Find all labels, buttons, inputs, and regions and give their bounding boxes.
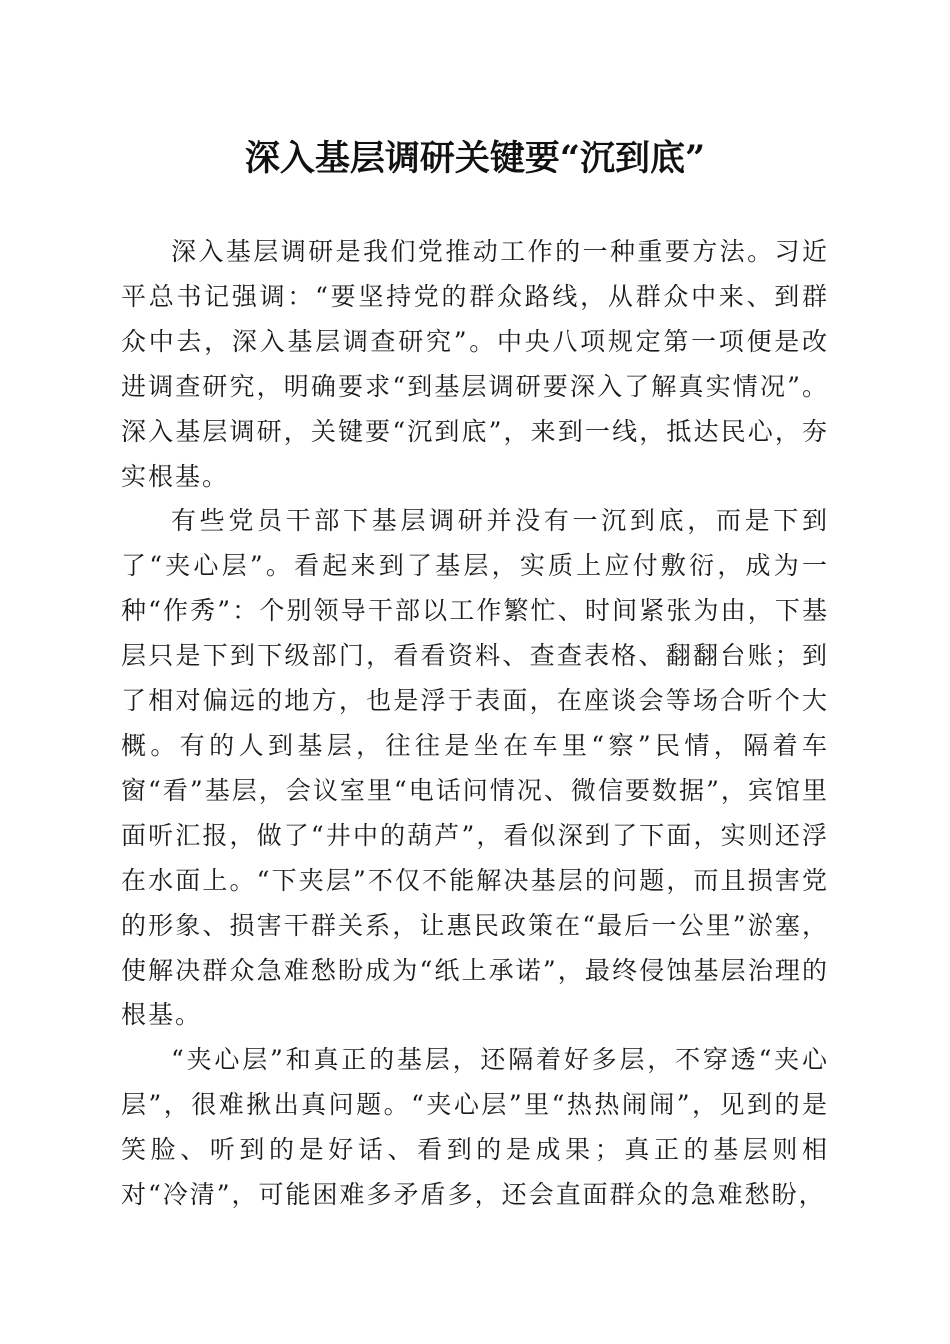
- document-title: 深入基层调研关键要“沉到底”: [244, 138, 706, 179]
- paragraph-3: “夹心层”和真正的基层，还隔着好多层，不穿透“夹心层”，很难揪出真问题。“夹心层”里“热热闹闹”，见到的是笑脸、听到的是好话、看到的是成果；真正的基层则相对“冷清”，可能困难多矛盾多，还会直面群众的急难愁盼，: [121, 1045, 829, 1210]
- paragraph-1: 深入基层调研是我们党推动工作的一种重要方法。习近平总书记强调：“要坚持党的群众路线，从群众中来、到群众中去，深入基层调查研究”。中央八项规定第一项便是改进调查研究，明确要求“到基层调研要深入了解真实情况”。深入基层调研，关键要“沉到底”，来到一线，抵达民心，夯实根基。: [121, 237, 829, 491]
- paragraph-2: 有些党员干部下基层调研并没有一沉到底，而是下到了“夹心层”。看起来到了基层，实质上应付敷衍，成为一种“作秀”：个别领导干部以工作繁忙、时间紧张为由，下基层只是下到下级部门，看看资料、查查表格、翻翻台账；到了相对偏远的地方，也是浮于表面，在座谈会等场合听个大概。有的人到基层，往往是坐在车里“察”民情，隔着车窗“看”基层，会议室里“电话问情况、微信要数据”，宾馆里面听汇报，做了“井中的葫芦”，看似深到了下面，实则还浮在水面上。“下夹层”不仅不能解决基层的问题，而且损害党的形象、损害干群关系，让惠民政策在“最后一公里”淤塞，使解决群众急难愁盼成为“纸上承诺”，最终侵蚀基层治理的根基。: [121, 506, 829, 1030]
- document-body: [121, 230, 829, 1218]
